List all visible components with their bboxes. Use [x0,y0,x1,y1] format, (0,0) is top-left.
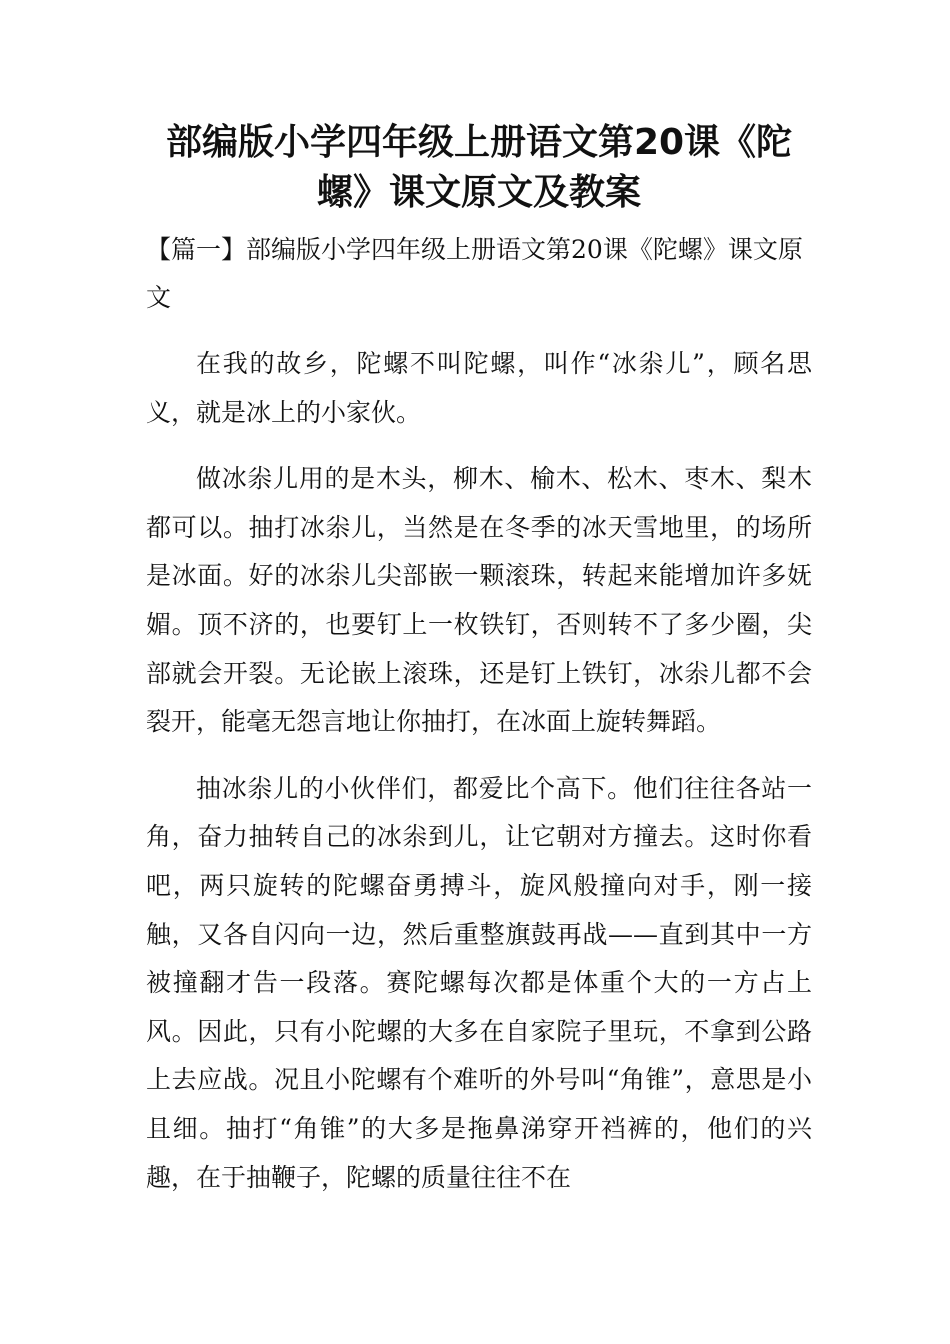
paragraph-3: 抽冰尜儿的小伙伴们，都爱比个高下。他们往往各站一角，奋力抽转自己的冰尜到儿，让它朝对方撞去。这时你看吧，两只旋转的陀螺奋勇搏斗，旋风般撞向对手，刚一接触，又各自闪向一边，然后重整旗鼓再战——直到其中一方被撞翻才告一段落。赛陀螺每次都是体重个大的一方占上风。因此，只有小陀螺的大多在自家院子里玩，不拿到公路上去应战。况且小陀螺有个难听的外号叫“角锥”，意思是小且细。抽打“角锥”的大多是拖鼻涕穿开裆裤的，他们的兴趣，在于抽鞭子，陀螺的质量往往不在 [146,773,812,1192]
document-title: 部编版小学四年级上册语文第20课《陀螺》课文原文及教案 [165,122,793,213]
paragraph-2: 做冰尜儿用的是木头，柳木、榆木、松木、枣木、梨木都可以。抽打冰尜儿，当然是在冬季的冰天雪地里，的场所是冰面。好的冰尜儿尖部嵌一颗滚珠，转起来能增加许多妩媚。顶不济的，也要钉上一枚铁钉，否则转不了多少圈，尖部就会开裂。无论嵌上滚珠，还是钉上铁钉，冰尜儿都不会裂开，能毫无怨言地让你抽打，在冰面上旋转舞蹈。 [146,464,812,737]
paragraph-1: 在我的故乡，陀螺不叫陀螺，叫作“冰尜儿”，顾名思义，就是冰上的小家伙。 [146,349,812,427]
section-heading: 【篇一】部编版小学四年级上册语文第20课《陀螺》课文原文 [146,235,803,312]
